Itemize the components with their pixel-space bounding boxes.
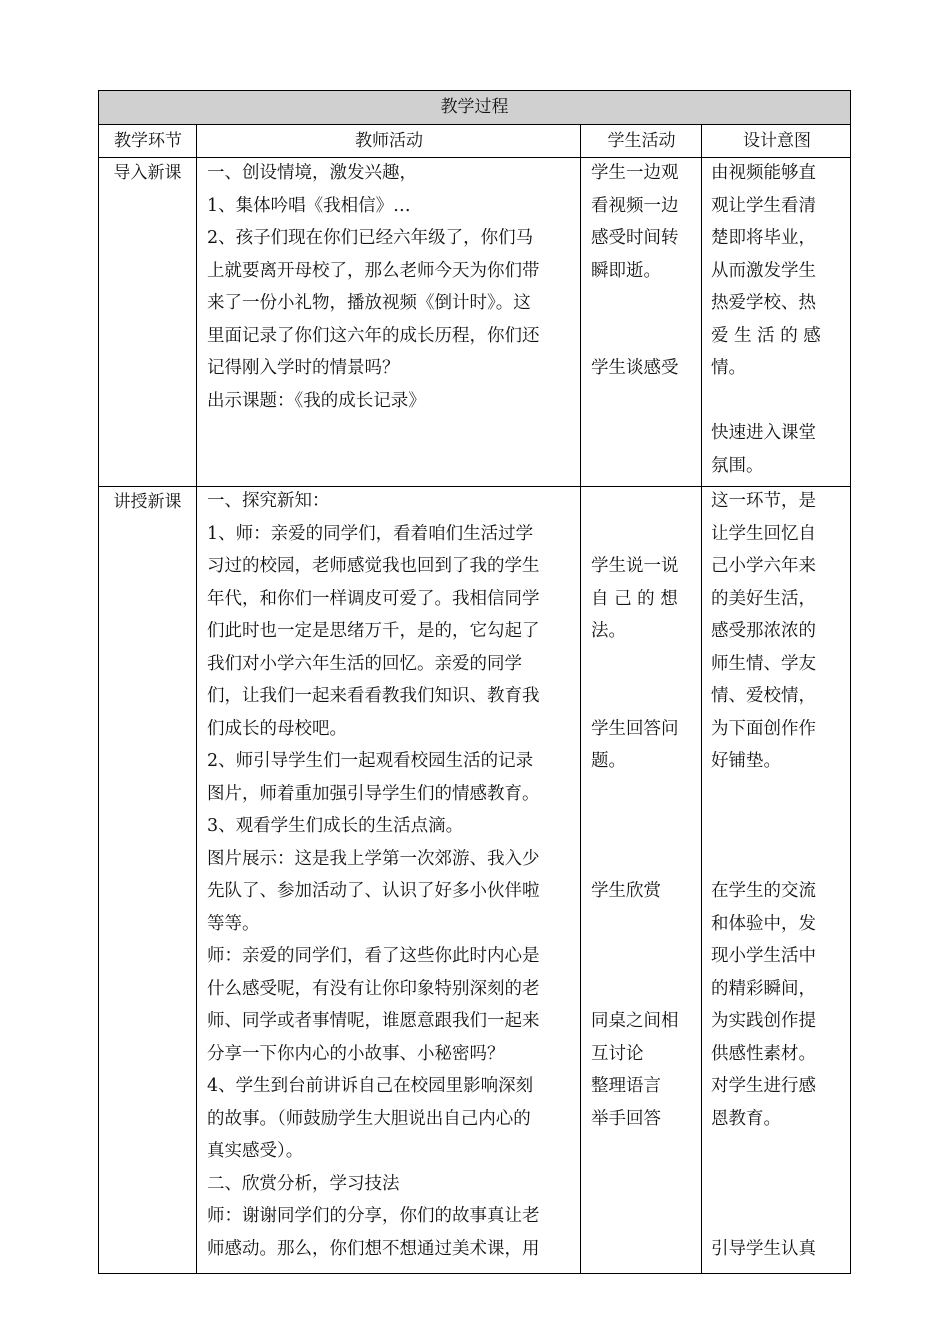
text-line: 出示课题：《我的成长记录》	[207, 390, 426, 411]
text-line: 从而激发学生	[711, 260, 816, 281]
design-intent-new-lesson	[711, 485, 849, 1265]
stage-new-lesson: 讲授新课	[113, 492, 182, 512]
text-line: 氛围。	[711, 455, 764, 476]
text-line: 学生欣赏	[591, 881, 661, 901]
design-intent-intro	[711, 157, 849, 482]
text-line: 年代，和你们一样调皮可爱了。我相信同学	[207, 588, 540, 609]
text-line: 的精彩瞬间，	[711, 978, 816, 999]
text-line: 的美好生活，	[711, 588, 816, 609]
text-line: 师：谢谢同学们的分享，你们的故事真让老	[207, 1206, 540, 1226]
text-line: 真实感受）。	[207, 1141, 304, 1161]
text-line: 现小学生活中	[711, 946, 816, 966]
text-line: 题。	[591, 751, 626, 771]
column-divider	[701, 124, 702, 1273]
text-line: 好铺垫。	[711, 751, 781, 771]
text-line: 学生谈感受	[591, 358, 679, 378]
header-teacher: 教师活动	[355, 131, 423, 151]
text-line: 1、集体吟唱《我相信》…	[207, 195, 411, 216]
text-line: 这一环节，是	[711, 491, 816, 511]
text-line: 由视频能够直	[711, 163, 816, 183]
text-line: 楚即将毕业，	[711, 228, 816, 248]
text-line: 感受时间转	[591, 228, 679, 248]
text-line: 们成长的母校吧。	[207, 718, 347, 739]
table-title: 教学过程	[99, 91, 850, 124]
text-line: 2、孩子们现在你们已经六年级了，你们马	[207, 228, 534, 248]
text-line: 们此时也一定是思绪万千，是的，它勾起了	[207, 621, 540, 641]
text-line: 对学生进行感	[711, 1076, 816, 1096]
text-line: 3、观看学生们成长的生活点滴。	[207, 816, 464, 836]
text-line: 习过的校园，老师感觉我也回到了我的学生	[207, 556, 540, 576]
header-stage: 教学环节	[114, 131, 182, 151]
text-line: 感受那浓浓的	[711, 621, 816, 641]
text-line: 我们对小学六年生活的回忆。亲爱的同学	[207, 653, 522, 674]
text-line: 里面记录了你们这六年的成长历程，你们还	[207, 325, 540, 346]
text-line: 自 己 的 想	[591, 588, 678, 609]
student-activity-intro	[591, 157, 699, 385]
text-line: 快速进入课堂	[711, 423, 816, 443]
text-line: 来了一份小礼物，播放视频《倒计时》。这	[207, 293, 531, 313]
text-line: 热爱学校、热	[711, 293, 816, 313]
text-line: 爱 生 活 的 感	[711, 325, 821, 346]
header-design: 设计意图	[743, 131, 811, 151]
text-line: 2、师引导学生们一起观看校园生活的记录	[207, 751, 534, 771]
teacher-activity-new-lesson	[207, 485, 577, 1265]
text-line: 引导学生认真	[711, 1238, 816, 1259]
text-line: 学生说一说	[591, 556, 679, 576]
text-line: 让学生回忆自	[711, 523, 816, 544]
student-activity-new-lesson	[591, 485, 699, 1135]
text-line: 学生回答问	[591, 718, 679, 739]
text-line: 观让学生看清	[711, 195, 816, 216]
text-line: 看视频一边	[591, 195, 679, 216]
text-line: 师感动。那么，你们想不想通过美术课，用	[207, 1238, 540, 1259]
text-line: 师生情、学友	[711, 653, 816, 674]
text-line: 1、师：亲爱的同学们，看着咱们生活过学	[207, 523, 534, 544]
text-line: 瞬即逝。	[591, 260, 661, 281]
text-line: 供感性素材。	[711, 1043, 816, 1064]
text-line: 在学生的交流	[711, 881, 816, 901]
text-line: 图片，师着重加强引导学生们的情感教育。	[207, 783, 540, 804]
text-line: 举手回答	[591, 1108, 661, 1129]
text-line: 同桌之间相	[591, 1011, 679, 1031]
text-line: 上就要离开母校了，那么老师今天为你们带	[207, 260, 540, 281]
column-divider	[580, 124, 581, 1273]
text-line: 4、学生到台前讲诉自己在校园里影响深刻	[207, 1076, 534, 1096]
text-line: 等等。	[207, 913, 260, 934]
text-line: 一、创设情境，激发兴趣，	[207, 163, 417, 183]
text-line: 互讨论	[591, 1043, 644, 1064]
text-line: 分享一下你内心的小故事、小秘密吗？	[207, 1043, 505, 1064]
text-line: 师：亲爱的同学们，看了这些你此时内心是	[207, 946, 540, 966]
stage-intro: 导入新课	[113, 163, 182, 183]
teaching-process-table	[98, 90, 851, 1274]
header-student: 学生活动	[607, 131, 676, 151]
text-line: 己小学六年来	[711, 556, 816, 576]
text-line: 什么感受呢，有没有让你印象特别深刻的老	[207, 978, 540, 999]
text-line: 为实践创作提	[711, 1011, 816, 1031]
text-line: 为下面创作作	[711, 718, 816, 739]
text-line: 学生一边观	[591, 163, 679, 183]
text-line: 情。	[711, 358, 746, 378]
text-line: 记得刚入学时的情景吗？	[207, 358, 400, 378]
text-line: 师、同学或者事情呢，谁愿意跟我们一起来	[207, 1011, 540, 1031]
text-line: 法。	[591, 621, 626, 641]
text-line: 情、爱校情，	[711, 686, 816, 706]
column-divider	[196, 124, 197, 1273]
text-line: 一、探究新知：	[207, 491, 330, 511]
text-line: 们，让我们一起来看看教我们知识、教育我	[207, 686, 540, 706]
text-line: 恩教育。	[711, 1108, 781, 1129]
text-line: 整理语言	[591, 1076, 661, 1096]
text-line: 图片展示：这是我上学第一次郊游、我入少	[207, 848, 540, 869]
text-line: 二、欣赏分析，学习技法	[207, 1173, 400, 1194]
teacher-activity-intro	[207, 157, 577, 417]
text-line: 的故事。（师鼓励学生大胆说出自己内心的	[207, 1108, 531, 1129]
text-line: 和体验中，发	[711, 913, 816, 934]
text-line: 先队了、参加活动了、认识了好多小伙伴啦	[207, 881, 540, 901]
